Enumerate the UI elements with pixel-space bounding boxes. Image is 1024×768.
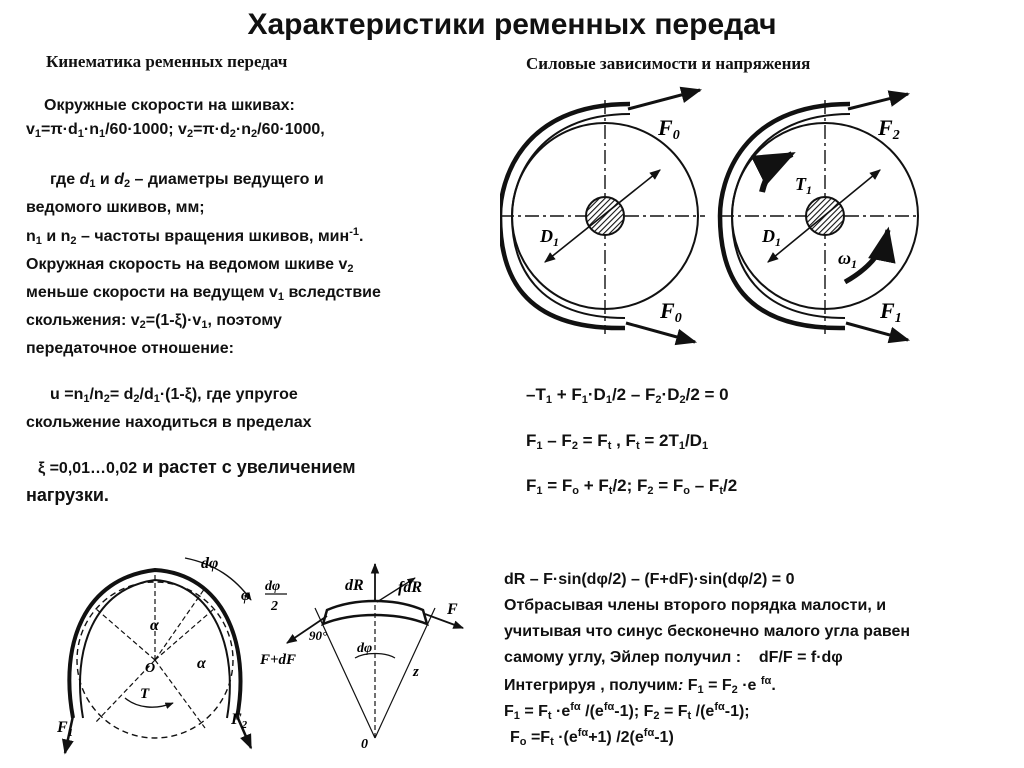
kin-slip-1: Окружная скорость на ведомом шкиве $v_2$ <box>26 256 354 275</box>
label-alpha: α <box>150 617 159 634</box>
kin-frequencies: $n_1$ и $n_2$ – частоты вращения шкивов, мин$^{-1}$. <box>26 226 364 247</box>
label-d1: $D_1$ <box>540 226 559 249</box>
label-two: 2 <box>271 599 278 614</box>
label-d1-right: $D_1$ <box>762 226 781 249</box>
label-f-elem: F <box>447 601 458 618</box>
label-f0-top: F0 <box>658 115 680 143</box>
kin-ratio-label: передаточное отношение: <box>26 340 234 357</box>
belt-element <box>259 564 463 752</box>
label-f2: F2 <box>878 115 900 143</box>
left-pulley <box>500 90 705 342</box>
label-f2-belt: $F_2$ <box>231 711 248 731</box>
kin-slip-values: ξ =0,01…0,02 и растет с увеличением <box>38 457 356 477</box>
pulley-force-diagram <box>500 82 930 354</box>
label-phi: φ <box>241 587 251 604</box>
euler-belt-diagram <box>55 548 475 763</box>
kin-load: нагрузки. <box>26 485 109 505</box>
euler-line-5: Интегрируя , получим: $F_1 = F_2 \cdot e$ $^{f\alpha}$. <box>504 675 776 696</box>
label-t1: $T_1$ <box>795 174 812 197</box>
euler-line-1: dR – F·sin(dφ/2) – (F+dF)·sin(dφ/2) = 0 <box>504 571 795 588</box>
euler-line-7: $F_o =F_t \cdot(e^{f\alpha}+1)$ $/2(e^{f\alpha}-1)$ <box>510 727 674 748</box>
euler-line-3: учитывая что синус бесконечно малого угла равен <box>504 623 911 640</box>
label-fdr: fdR <box>398 579 422 596</box>
label-omega1: $\omega_1$ <box>838 248 858 271</box>
kin-slip-3: скольжения: $v_2=(1-\xi)\cdot v_1$, поэтому <box>26 312 282 331</box>
kin-slip-2: меньше скорости на ведущем $v_1$ вследствие <box>26 284 381 303</box>
right-pulley <box>720 94 920 340</box>
kin-ratio-formula: $u =n_1/n_2= d_2/d_1\cdot(1-\xi)$, где упругое <box>50 386 298 405</box>
belt-wrap-pulley <box>56 555 251 753</box>
euler-line-4: самому углу, Эйлер получил : dF/F = f·dφ <box>504 649 843 666</box>
force-equation-3: $F_1 = F_o + F_t/2$; $F_2 = F_o - F_t/2$ <box>526 476 738 497</box>
label-o-2: 0 <box>361 737 368 752</box>
left-heading: Кинематика ременных передач <box>46 52 288 71</box>
page-title: Характеристики ременных передач <box>247 8 777 41</box>
kin-line-1: Окружные скорости на шкивах: <box>44 97 295 114</box>
label-dphi-3: dφ <box>357 641 373 656</box>
euler-line-2: Отбрасывая члены второго порядка малости, и <box>504 597 887 614</box>
label-dphi-half: dφ <box>265 579 281 594</box>
label-90deg: 90° <box>309 628 328 643</box>
label-z: z <box>413 664 419 680</box>
force-equation-1: $-T_1 + F_1\cdot D_1/2 - F_2\cdot D_2/2 = 0$ <box>526 385 729 406</box>
label-f0-bottom: F0 <box>660 298 682 326</box>
label-f1-belt: $F_1$ <box>57 719 74 739</box>
kin-line-driven: ведомого шкивов, мм; <box>26 199 205 216</box>
right-heading: Силовые зависимости и напряжения <box>526 54 811 73</box>
label-alpha-2: α <box>197 655 206 672</box>
label-dr: dR <box>345 577 364 594</box>
kin-speed-formula: $v_1=\pi\cdot d_1\cdot n_1/60\cdot 1000$; $v_2=\pi\cdot d_2\cdot n_2/60\cdot 1000$, <box>26 121 325 140</box>
kin-slip-range: скольжение находиться в пределах <box>26 414 312 431</box>
label-dphi: dφ <box>201 555 219 572</box>
force-equation-2: $F_1 - F_2 = F_t$ , $F_t = 2T_1/D_1$ <box>526 431 709 452</box>
label-f-plus-df: F+dF <box>260 652 297 668</box>
label-f1: F1 <box>880 298 902 326</box>
kin-diameters: где $d_1$ и $d_2$ – диаметры ведущего и <box>50 171 324 190</box>
label-t: T <box>140 686 150 702</box>
kinematics-text <box>26 94 381 509</box>
euler-line-6: $F_1 = F_t \cdot e^{f\alpha}$ $/(e^{f\alpha}-1)$; $F_2 = F_t$ $/(e^{f\alpha}-1)$; <box>504 701 750 722</box>
label-o: O <box>145 661 156 676</box>
